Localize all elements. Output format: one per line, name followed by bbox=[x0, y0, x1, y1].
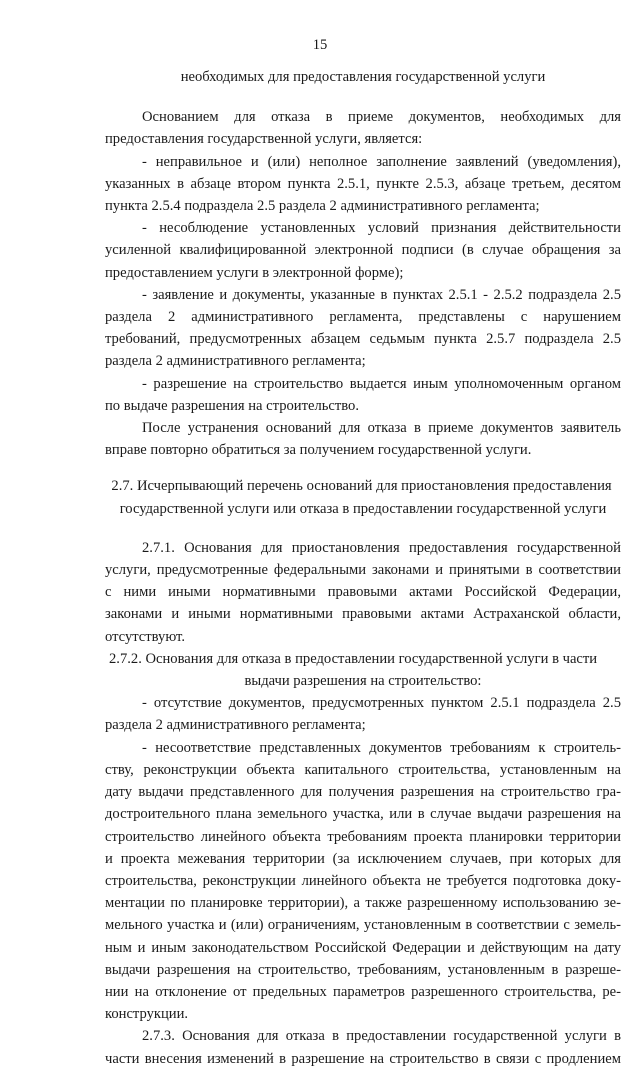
bullet-signature-conditions: - несоблюдение установленных условий признания действительности усиленной квалифицированной электронной подписи (в случае обращения за предоставлением услуги в электронной форме); bbox=[105, 220, 621, 281]
bullet-incorrect-filling: - неправильное и (или) неполное заполнение заявлений (уведомления), указанных в абзаце втором пункта 2.5.1, пункте 2.5.3, абзаце третьем, десятом пункта 2.5.4 подраздела 2.5 раздела 2 административного регламента; bbox=[105, 153, 621, 215]
bullet-other-authority: - разрешение на строительство выдается иным уполномоченным органом по выдаче разрешения на строительство. bbox=[105, 375, 621, 414]
paragraph-refusal-grounds: Основанием для отказа в приеме документов, необходимых для предоставления государственной услуги, является: bbox=[105, 109, 621, 148]
bullet-documents-violation: - заявление и документы, указанные в пунктах 2.5.1 - 2.5.2 подраздела 2.5 раздела 2 административного регламента, представлены с нарушением требований, предусмотренных абзацем седьмым пункта 2.5.7 подраздела 2.5 раздела 2 административного регламента; bbox=[105, 286, 621, 370]
page-content bbox=[105, 66, 621, 1070]
bullet-nonconformity: - несоответствие представленных документов требованиям к строитель- ству, реконструкции объекта капитального строительства, установленным на дату выдачи представленного для получения разрешения на строительство гра- достроительного плана земельного участка, или в случае выдачи разрешения на строительство линейного объекта требованиям проекта планировки территории и проекта межевания территории (за исключением случаев, при которых для строительства, реконструкции линейного объекта не требуется подготовка доку- ментации по планировке территории), а также разрешенному использованию зе- мельного участка и (или) ограничениям, установленным в соответствии с земель- ным и иным законодательством Российской Федерации и действующим на дату выдачи разрешения на строительство, требованиям, установленным в разреше- нии на отклонение от предельных параметров разрешенного строительства, ре- конструкции. bbox=[105, 739, 621, 1023]
paragraph-2-7-3: 2.7.3. Основания для отказа в предоставлении государственной услуги в части внесения изменений в разрешение на строительство в связи с продлением bbox=[105, 1028, 621, 1067]
section-2-7-heading: 2.7. Исчерпывающий перечень оснований для приостановления предоставления государственной услуги или отказа в предоставлении государственной услуги bbox=[111, 478, 612, 517]
paragraph-2-7-1: 2.7.1. Основания для приостановления предоставления государственной услуги, предусмотренные федеральными законами и принятыми в соответствии с ними иными нормативными правовыми актами Российской Федерации, законами и иными нормативными правовыми актами Астраханской области, отсутствуют. bbox=[105, 539, 621, 645]
section-heading-tail: необходимых для предоставления государственной услуги bbox=[180, 69, 546, 85]
bullet-missing-documents: - отсутствие документов, предусмотренных пунктом 2.5.1 подраздела 2.5 раздела 2 административного регламента; bbox=[105, 695, 621, 734]
paragraph-reapply: После устранения оснований для отказа в приеме документов заявитель вправе повторно обратиться за получением государственной услуги. bbox=[105, 420, 621, 459]
page-number: 15 bbox=[312, 37, 328, 53]
paragraph-2-7-2: 2.7.2. Основания для отказа в предоставлении государственной услуги в части выдачи разрешения на строительство: bbox=[109, 650, 598, 690]
